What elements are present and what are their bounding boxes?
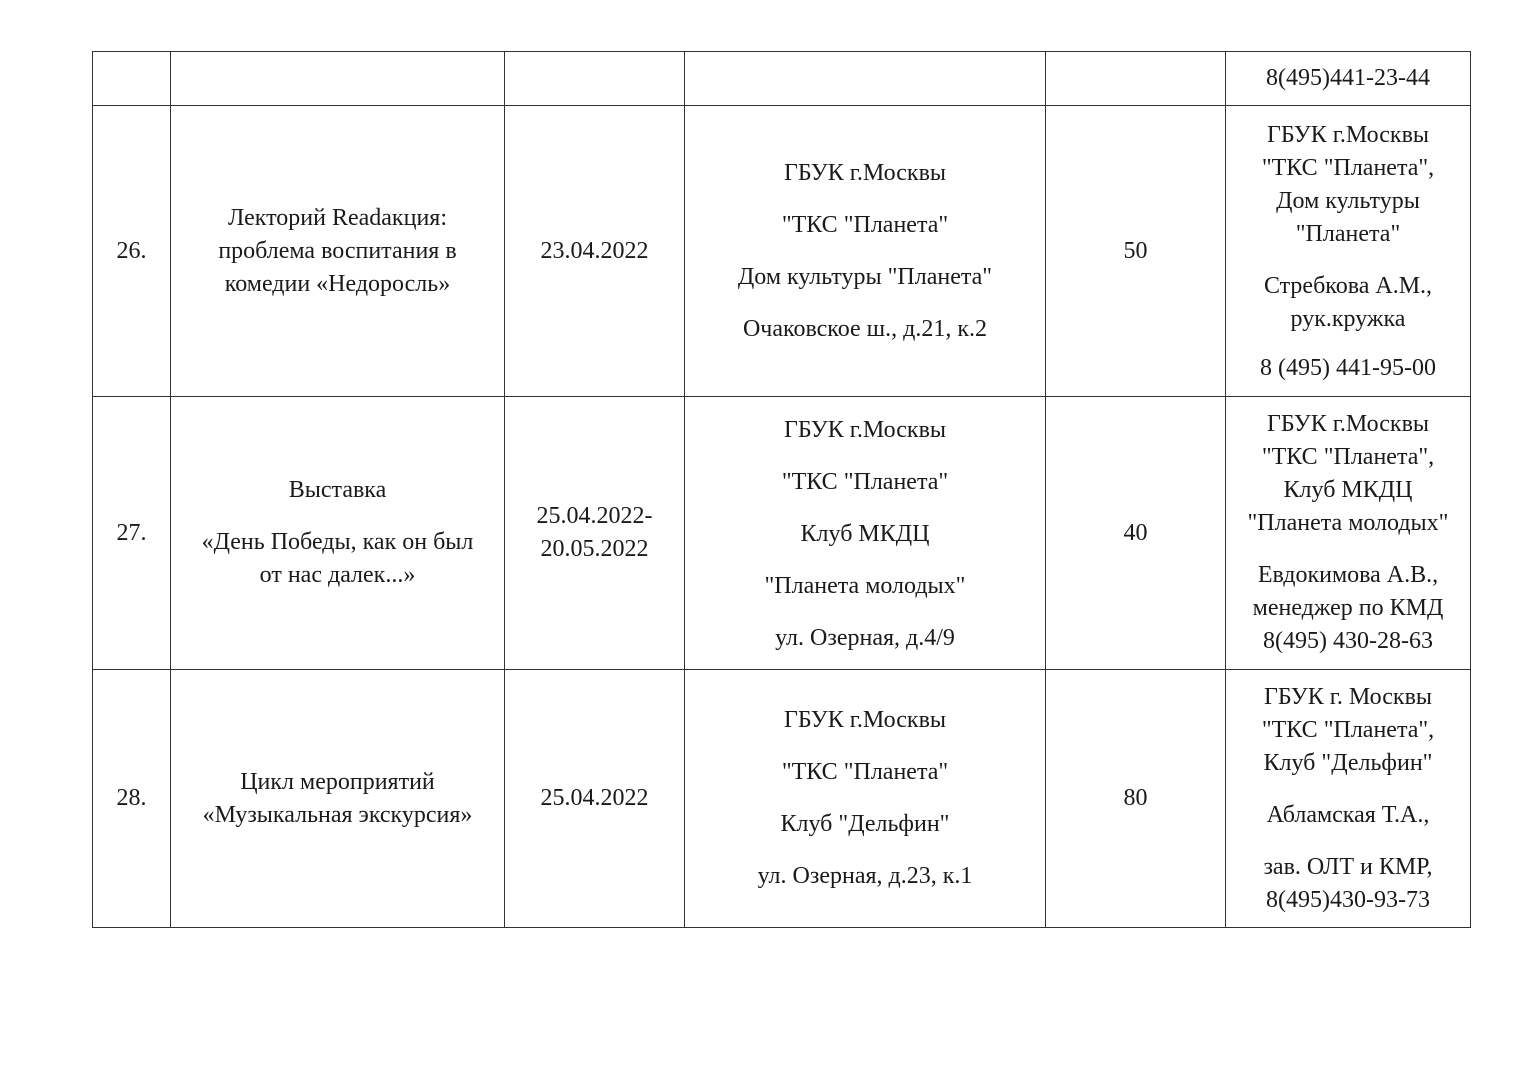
contact-line: Евдокимова А.В., xyxy=(1257,562,1439,588)
participants-count-cell xyxy=(1046,397,1226,670)
event-date-cell xyxy=(505,397,685,670)
place-line: ГБУК г.Москвы xyxy=(783,159,947,186)
contact-line: ГБУК г. Москвы xyxy=(1263,683,1433,710)
place-line: "Планета молодых" xyxy=(764,573,966,599)
place-line: ГБУК г.Москвы xyxy=(783,417,947,443)
contact-line: зав. ОЛТ и КМР, xyxy=(1263,853,1433,880)
row-number-cell xyxy=(93,397,171,670)
participants-count: 50 xyxy=(1123,237,1148,264)
place-line: Клуб "Дельфин" xyxy=(780,811,950,837)
contact-line: Абламская Т.А., xyxy=(1266,801,1430,828)
event-title-cell xyxy=(171,397,505,670)
contact-line: 8(495)441-23-44 xyxy=(1266,65,1430,91)
participants-count: 40 xyxy=(1123,519,1148,546)
event-date-cell xyxy=(505,106,685,397)
events-table xyxy=(92,51,1471,928)
contact-line: "Планета" xyxy=(1295,221,1401,247)
event-title-line: «Музыкальная экскурсия» xyxy=(202,801,473,828)
row-number: 27. xyxy=(116,519,147,546)
event-date: 25.04.2022 xyxy=(540,785,649,811)
contact-line: "Планета молодых" xyxy=(1247,510,1449,536)
row-number-cell xyxy=(93,106,171,397)
event-date-cell xyxy=(505,52,685,106)
event-title-cell xyxy=(171,52,505,106)
place-line: Очаковское ш., д.21, к.2 xyxy=(742,315,988,342)
place-line: "ТКС "Планета" xyxy=(781,759,949,785)
contact-line: 8(495) 430-28-63 xyxy=(1263,628,1433,654)
event-title-line: «День Победы, как он был xyxy=(201,529,474,555)
contact-line: ГБУК г.Москвы xyxy=(1266,122,1430,148)
contact-line: ГБУК г.Москвы xyxy=(1266,411,1430,437)
contact-line: "ТКС "Планета", xyxy=(1261,155,1435,181)
contact-line: "ТКС "Планета", xyxy=(1261,716,1435,743)
event-date-cell xyxy=(505,670,685,928)
contact-line: Клуб "Дельфин" xyxy=(1263,749,1433,776)
contact-line: менеджер по КМД xyxy=(1252,595,1444,621)
contact-cell xyxy=(1226,397,1471,670)
table-row xyxy=(93,397,1471,670)
place-line: "ТКС "Планета" xyxy=(781,211,949,238)
contact-line: рук.кружка xyxy=(1290,306,1406,332)
event-title-line: Цикл мероприятий xyxy=(240,768,435,795)
table-row xyxy=(93,52,1471,106)
event-title-cell xyxy=(171,670,505,928)
contact-cell xyxy=(1226,106,1471,397)
participants-count-cell xyxy=(1046,52,1226,106)
contact-cell xyxy=(1226,670,1471,928)
contact-line: Стребкова А.М., xyxy=(1263,273,1433,299)
place-line: ул. Озерная, д.23, к.1 xyxy=(757,863,973,889)
event-title-line: Лекторий Readакция: xyxy=(228,204,447,231)
event-date: 20.05.2022 xyxy=(540,536,649,562)
place-line: Клуб МКДЦ xyxy=(800,521,930,547)
event-title-line: от нас далек...» xyxy=(259,562,416,588)
event-title-cell xyxy=(171,106,505,397)
participants-count: 80 xyxy=(1123,785,1148,811)
event-title-line: проблема воспитания в xyxy=(218,237,457,264)
contact-cell xyxy=(1226,52,1471,106)
row-number: 26. xyxy=(116,237,147,264)
event-place-cell xyxy=(685,106,1046,397)
participants-count-cell xyxy=(1046,670,1226,928)
contact-line: "ТКС "Планета", xyxy=(1261,444,1435,470)
event-date: 23.04.2022 xyxy=(540,237,649,264)
participants-count-cell xyxy=(1046,106,1226,397)
row-number: 28. xyxy=(116,785,147,811)
contact-line: Дом культуры xyxy=(1276,188,1420,214)
contact-line: Клуб МКДЦ xyxy=(1283,477,1413,503)
contact-line: 8 (495) 441-95-00 xyxy=(1260,355,1436,381)
place-line: "ТКС "Планета" xyxy=(781,469,949,495)
event-title-line: комедии «Недоросль» xyxy=(224,270,451,297)
place-line: Дом культуры "Планета" xyxy=(737,263,993,290)
row-number-cell xyxy=(93,52,171,106)
place-line: ул. Озерная, д.4/9 xyxy=(775,625,955,651)
row-number-cell xyxy=(93,670,171,928)
contact-line: 8(495)430-93-73 xyxy=(1266,886,1430,913)
place-line: ГБУК г.Москвы xyxy=(783,707,947,733)
event-date: 25.04.2022- xyxy=(536,503,653,529)
event-title-line: Выставка xyxy=(288,477,387,503)
table-row xyxy=(93,670,1471,928)
table-row xyxy=(93,106,1471,397)
event-place-cell xyxy=(685,670,1046,928)
event-place-cell xyxy=(685,397,1046,670)
event-place-cell xyxy=(685,52,1046,106)
